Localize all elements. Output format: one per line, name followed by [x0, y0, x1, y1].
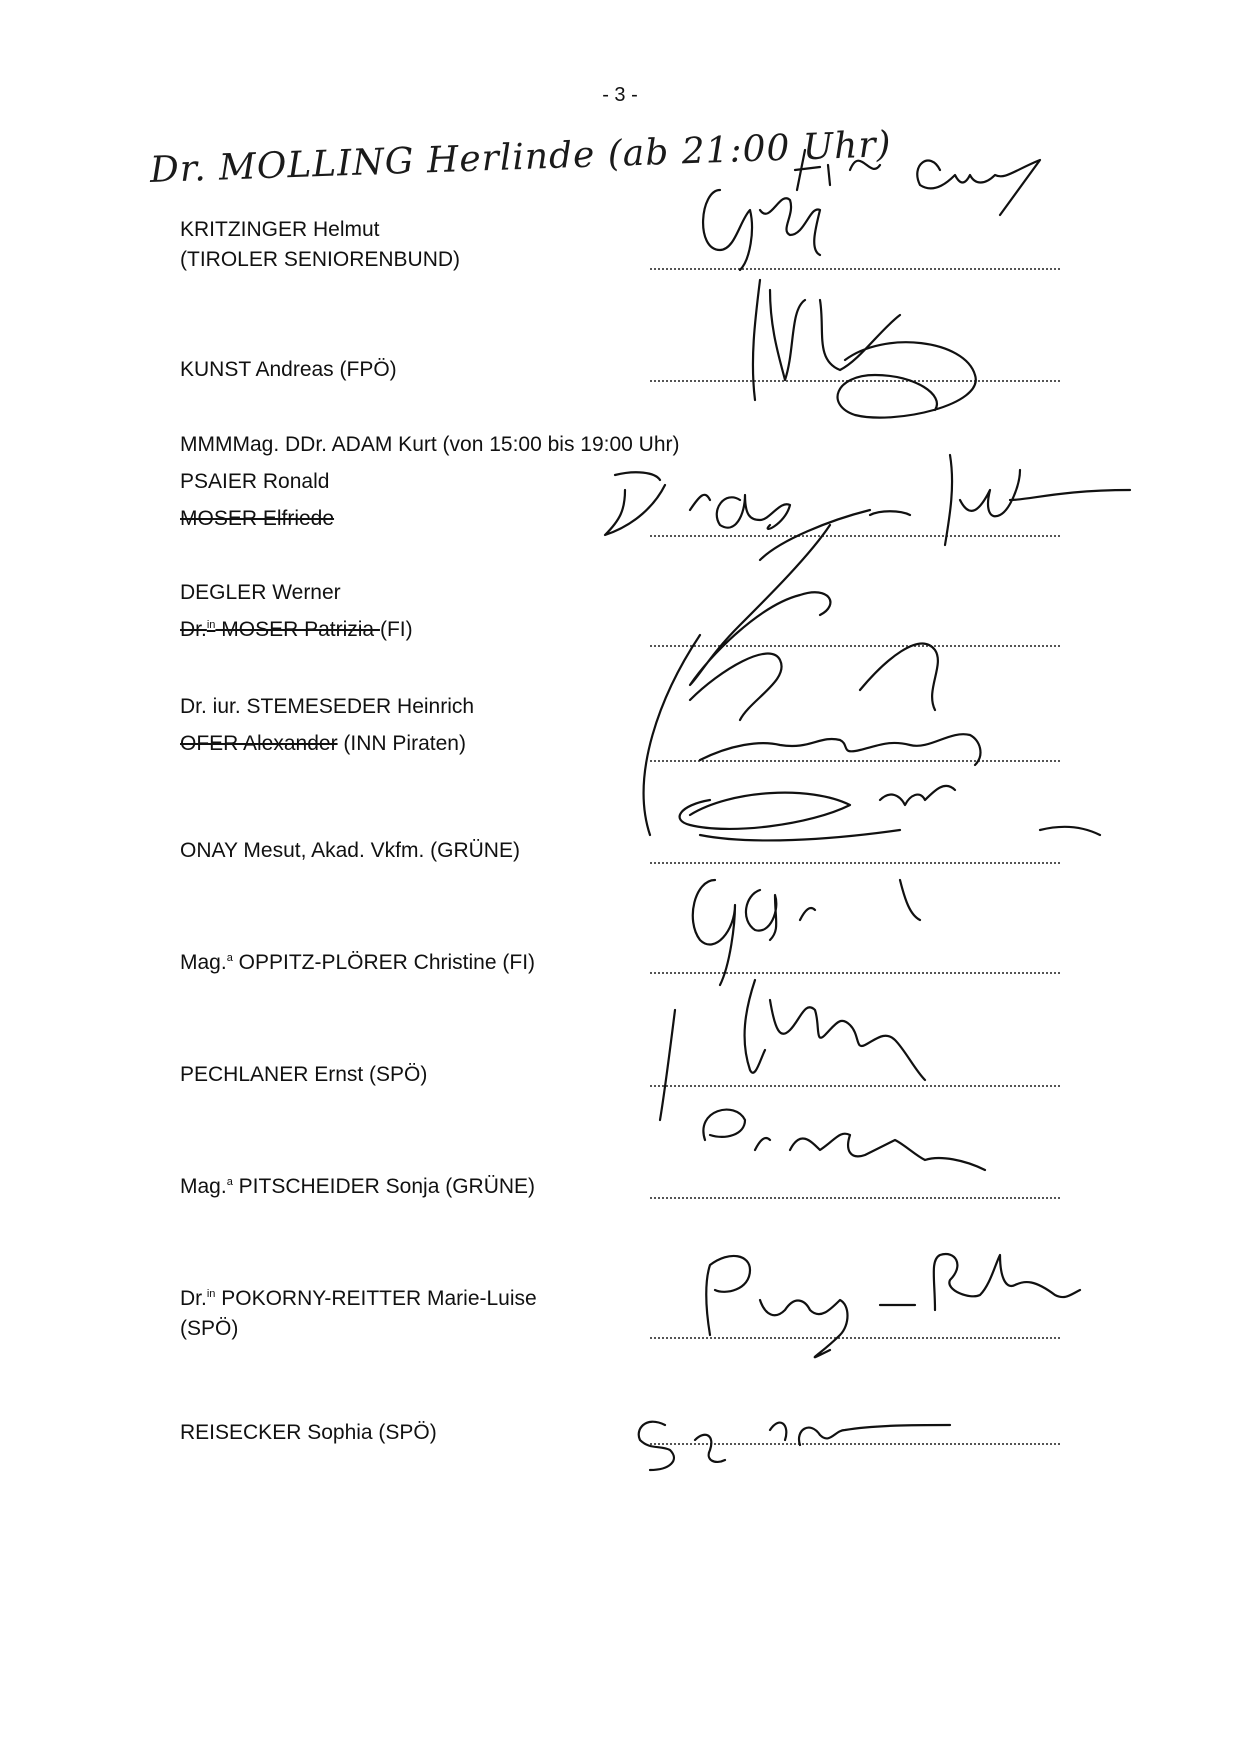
- signature-pitscheider: [703, 1110, 985, 1170]
- member-name: KRITZINGER Helmut: [180, 218, 380, 241]
- signature-line: [650, 535, 1060, 537]
- signature-onay: [680, 786, 1100, 841]
- member-affiliation: (TIROLER SENIORENBUND): [180, 248, 461, 271]
- member-name: KUNST Andreas (FPÖ): [180, 358, 397, 381]
- signature-stemeseder: [644, 635, 981, 835]
- signature-line: [650, 380, 1060, 382]
- signature-reisecker: [639, 1422, 950, 1470]
- struck-superscript: in: [206, 619, 216, 631]
- member-entry-adam: [180, 430, 680, 534]
- signature-line: [650, 1085, 1060, 1087]
- member-entry-onay: [180, 836, 520, 866]
- signature-kritzinger: [703, 190, 820, 270]
- member-entry-pitscheider: [180, 1172, 535, 1202]
- signature-pokorny: [706, 1254, 1080, 1357]
- member-entry-pechlaner: [180, 1060, 427, 1090]
- struck-member-name: MOSER Elfriede: [180, 507, 335, 530]
- title-prefix: Mag.: [180, 951, 227, 974]
- signature-oppitz: [693, 880, 920, 985]
- member-name: PITSCHEIDER Sonja (GRÜNE): [232, 1175, 536, 1198]
- title-superscript: a: [226, 1176, 233, 1188]
- signature-kunst: [753, 280, 976, 418]
- member-name: Dr. iur. STEMESEDER Heinrich: [180, 695, 475, 718]
- struck-prefix: Dr.: [180, 618, 207, 641]
- member-affiliation: (INN Piraten): [337, 732, 466, 755]
- member-entry-degler: [180, 578, 413, 645]
- member-affiliation: (FI): [379, 618, 413, 641]
- title-superscript: in: [206, 1288, 216, 1300]
- title-prefix: Dr.: [180, 1287, 207, 1310]
- struck-member-name: MOSER Patrizia: [215, 618, 380, 641]
- member-entry-kunst: [180, 355, 397, 385]
- member-name: PECHLANER Ernst (SPÖ): [180, 1063, 428, 1086]
- member-name: POKORNY-REITTER Marie-Luise: [215, 1287, 537, 1310]
- member-name: REISECKER Sophia (SPÖ): [180, 1421, 437, 1444]
- page-number: - 3 -: [602, 84, 638, 106]
- member-entry-stemeseder: [180, 692, 474, 759]
- signature-line: [650, 1337, 1060, 1339]
- signature-line: [650, 760, 1060, 762]
- member-name: MMMMag. DDr. ADAM Kurt (von 15:00 bis 19:00 Uhr): [180, 433, 680, 456]
- signature-line: [650, 972, 1060, 974]
- signature-line: [650, 1443, 1060, 1445]
- signature-adam: [605, 455, 1130, 545]
- member-name: PSAIER Ronald: [180, 470, 330, 493]
- member-affiliation: (SPÖ): [180, 1317, 239, 1340]
- title-prefix: Mag.: [180, 1175, 227, 1198]
- signature-pechlaner: [660, 980, 925, 1120]
- member-entry-pokorny-reitter: [180, 1284, 537, 1344]
- title-superscript: a: [226, 952, 233, 964]
- member-entry-reisecker: [180, 1418, 437, 1448]
- member-entry-kritzinger: [180, 215, 460, 275]
- signature-line: [650, 268, 1060, 270]
- signature-line: [650, 645, 1060, 647]
- handwritten-note: Dr. MOLLING Herlinde (ab 21:00 Uhr): [149, 124, 893, 191]
- struck-member-name: OFER Alexander: [180, 732, 338, 755]
- signature-line: [650, 862, 1060, 864]
- member-name: OPPITZ-PLÖRER Christine (FI): [232, 951, 536, 974]
- member-entry-oppitz-ploerer: [180, 948, 535, 978]
- member-name: DEGLER Werner: [180, 581, 341, 604]
- signature-line: [650, 1197, 1060, 1199]
- member-name: ONAY Mesut, Akad. Vkfm. (GRÜNE): [180, 839, 520, 862]
